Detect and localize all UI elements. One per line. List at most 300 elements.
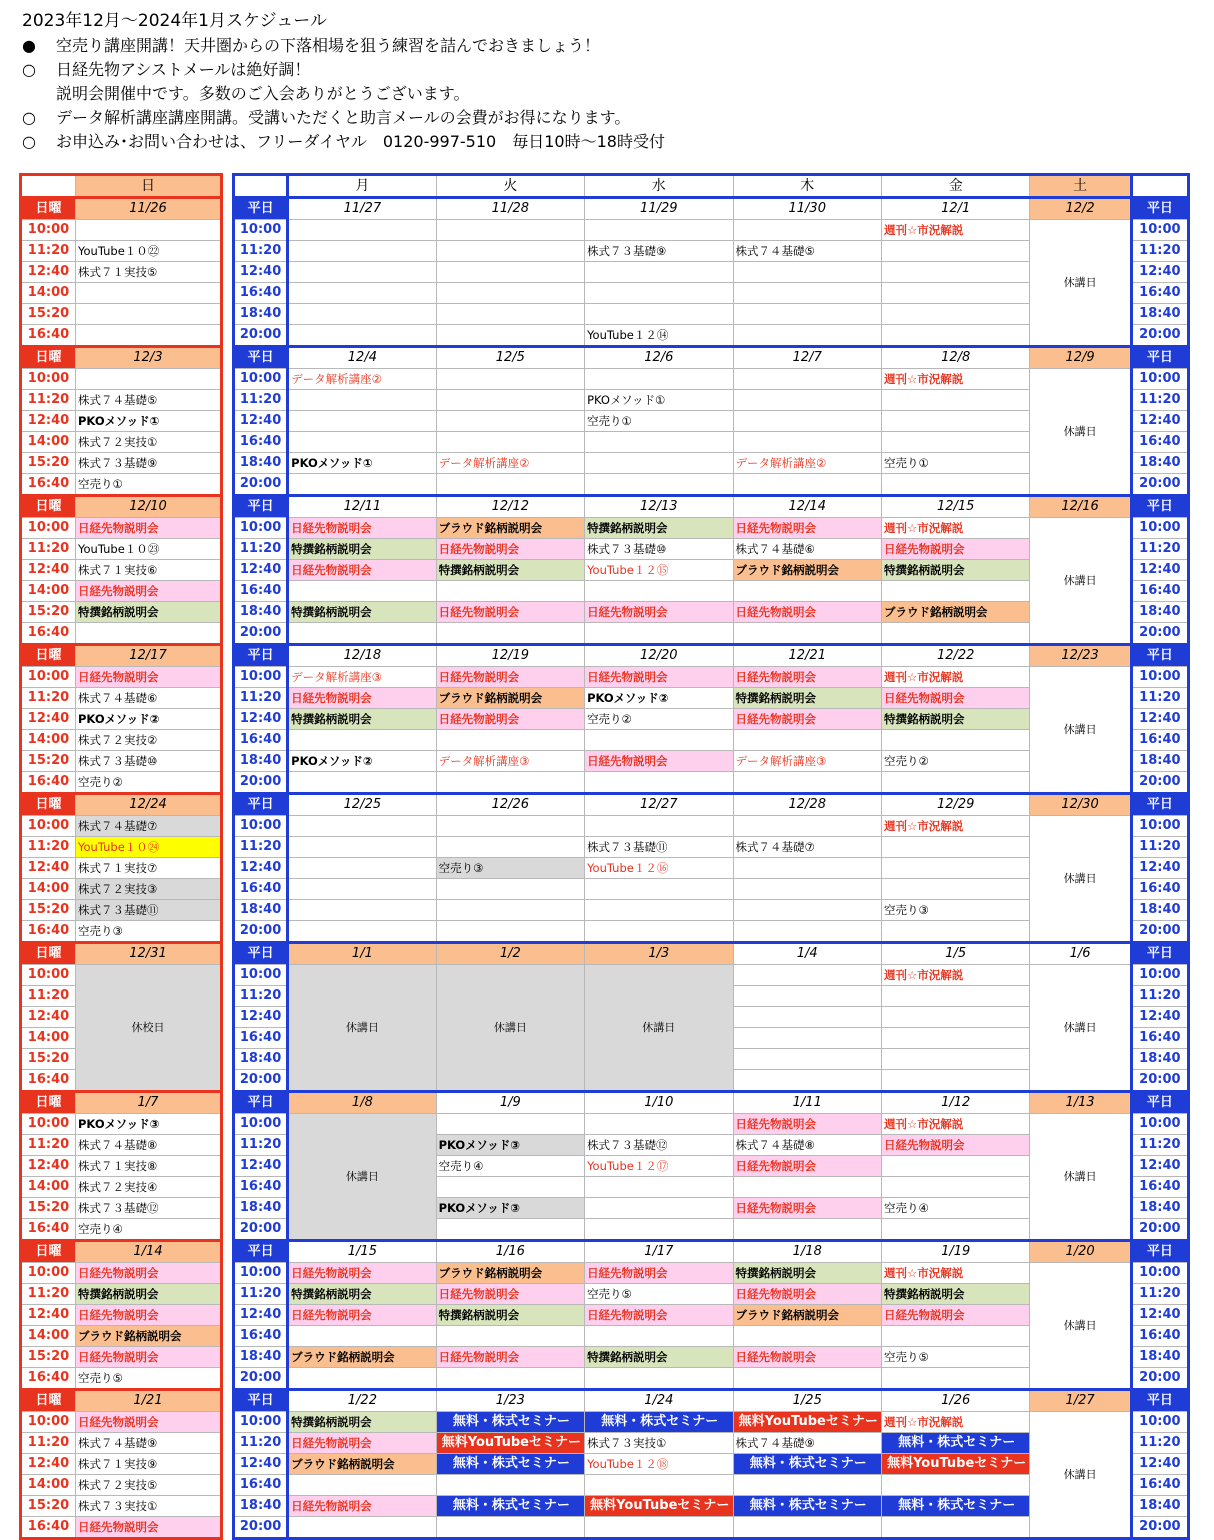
date-cell: 12/25 xyxy=(288,794,436,816)
date-cell: 1/10 xyxy=(585,1092,733,1114)
event-cell xyxy=(733,432,881,453)
event-cell xyxy=(436,220,584,241)
date-cell: 1/26 xyxy=(881,1390,1029,1412)
weekday-label: 平日 xyxy=(234,496,288,518)
event-cell: YouTube１０㉒ xyxy=(76,241,222,262)
event-cell xyxy=(881,304,1029,325)
event-cell: 空売り② xyxy=(585,709,733,730)
event-cell xyxy=(733,1517,881,1539)
time-cell: 16:40 xyxy=(234,581,288,602)
closed-cell: 休講日 xyxy=(585,965,733,1092)
event-cell: 日経先物説明会 xyxy=(881,688,1029,709)
saturday-closed-cell: 休講日 xyxy=(1030,1114,1131,1241)
event-cell: ブラウド銘柄説明会 xyxy=(881,602,1029,623)
day-header: 火 xyxy=(436,175,584,198)
event-cell xyxy=(436,921,584,943)
event-cell xyxy=(733,730,881,751)
time-cell: 10:00 xyxy=(21,816,76,837)
event-cell xyxy=(585,623,733,645)
weekday-label: 平日 xyxy=(234,347,288,369)
event-cell: 株式７２実技③ xyxy=(76,879,222,900)
event-cell: 無料・株式セミナー xyxy=(585,1412,733,1433)
time-cell: 12:40 xyxy=(21,1454,76,1475)
event-cell: 日経先物説明会 xyxy=(288,518,436,539)
event-cell xyxy=(288,220,436,241)
corner-cell xyxy=(21,175,76,198)
event-cell xyxy=(733,1475,881,1496)
event-cell: ブラウド銘柄説明会 xyxy=(436,1263,584,1284)
event-cell xyxy=(436,1177,584,1198)
date-cell: 12/11 xyxy=(288,496,436,518)
event-cell: 無料・株式セミナー xyxy=(436,1412,584,1433)
event-cell xyxy=(585,453,733,474)
event-cell: 特撰銘柄説明会 xyxy=(881,709,1029,730)
event-cell: 日経先物説明会 xyxy=(733,1114,881,1135)
time-cell: 18:40 xyxy=(1131,1049,1188,1070)
event-cell xyxy=(733,1028,881,1049)
event-cell xyxy=(436,581,584,602)
event-cell: データ解析講座② xyxy=(733,453,881,474)
event-cell: YouTube１２⑯ xyxy=(585,858,733,879)
sunday-label: 日曜 xyxy=(21,1241,76,1263)
day-header: 金 xyxy=(881,175,1029,198)
time-cell: 20:00 xyxy=(1131,474,1188,496)
time-cell: 10:00 xyxy=(234,220,288,241)
date-cell: 12/5 xyxy=(436,347,584,369)
date-cell: 1/2 xyxy=(436,943,584,965)
time-cell: 12:40 xyxy=(1131,1305,1188,1326)
time-cell: 14:00 xyxy=(21,1028,76,1049)
weekday-label: 平日 xyxy=(234,198,288,220)
time-cell: 10:00 xyxy=(21,667,76,688)
event-cell: 日経先物説明会 xyxy=(585,751,733,772)
time-cell: 16:40 xyxy=(234,1177,288,1198)
time-cell: 11:20 xyxy=(1131,1284,1188,1305)
event-cell: 日経先物説明会 xyxy=(288,560,436,581)
event-cell: 株式７１実技⑥ xyxy=(76,560,222,581)
event-cell: 特撰銘柄説明会 xyxy=(733,688,881,709)
event-cell: PKOメソッド② xyxy=(76,709,222,730)
event-cell xyxy=(733,816,881,837)
event-cell xyxy=(288,304,436,325)
event-cell: PKOメソッド③ xyxy=(436,1135,584,1156)
weekday-label: 平日 xyxy=(1131,496,1188,518)
notice-list xyxy=(22,34,1202,154)
day-header: 水 xyxy=(585,175,733,198)
time-cell: 11:20 xyxy=(234,390,288,411)
time-cell: 15:20 xyxy=(21,1198,76,1219)
event-cell xyxy=(436,390,584,411)
date-cell: 1/3 xyxy=(585,943,733,965)
event-cell: データ解析講座③ xyxy=(288,667,436,688)
time-cell: 11:20 xyxy=(1131,688,1188,709)
time-cell: 20:00 xyxy=(234,1517,288,1539)
event-cell xyxy=(733,623,881,645)
date-cell: 12/16 xyxy=(1030,496,1131,518)
event-cell: 日経先物説明会 xyxy=(76,1517,222,1539)
time-cell: 11:20 xyxy=(234,837,288,858)
date-cell: 1/4 xyxy=(733,943,881,965)
time-cell: 16:40 xyxy=(21,474,76,496)
event-cell xyxy=(585,730,733,751)
sunday-date: 12/24 xyxy=(76,794,222,816)
date-cell: 1/17 xyxy=(585,1241,733,1263)
event-cell: 無料YouTubeセミナー xyxy=(585,1496,733,1517)
time-cell: 12:40 xyxy=(21,411,76,432)
event-cell: 空売り② xyxy=(881,751,1029,772)
event-cell xyxy=(585,220,733,241)
date-cell: 12/26 xyxy=(436,794,584,816)
event-cell xyxy=(881,581,1029,602)
time-cell: 12:40 xyxy=(234,262,288,283)
event-cell: 日経先物説明会 xyxy=(733,1284,881,1305)
event-cell xyxy=(733,965,881,986)
notice-text: 日経先物アシストメールは絶好調！ xyxy=(56,60,311,79)
event-cell: 日経先物説明会 xyxy=(733,709,881,730)
event-cell xyxy=(881,474,1029,496)
event-cell: ブラウド銘柄説明会 xyxy=(288,1347,436,1368)
time-cell: 12:40 xyxy=(21,560,76,581)
time-cell: 16:40 xyxy=(1131,581,1188,602)
event-cell xyxy=(585,369,733,390)
sunday-date: 12/3 xyxy=(76,347,222,369)
event-cell xyxy=(881,1028,1029,1049)
event-cell: 株式７４基礎⑥ xyxy=(733,539,881,560)
event-cell xyxy=(881,879,1029,900)
event-cell xyxy=(881,390,1029,411)
event-cell: 週刊☆市況解説 xyxy=(881,965,1029,986)
time-cell: 18:40 xyxy=(234,1347,288,1368)
event-cell: 無料・株式セミナー xyxy=(733,1496,881,1517)
event-cell xyxy=(733,879,881,900)
event-cell xyxy=(881,411,1029,432)
event-cell xyxy=(733,1219,881,1241)
event-cell xyxy=(288,390,436,411)
event-cell xyxy=(881,1049,1029,1070)
event-cell: 日経先物説明会 xyxy=(76,1347,222,1368)
time-cell: 10:00 xyxy=(21,965,76,986)
event-cell: 無料・株式セミナー xyxy=(881,1433,1029,1454)
date-cell: 12/6 xyxy=(585,347,733,369)
time-cell: 11:20 xyxy=(234,1284,288,1305)
sunday-label: 日曜 xyxy=(21,943,76,965)
date-cell: 1/15 xyxy=(288,1241,436,1263)
event-cell: 株式７３基礎⑨ xyxy=(585,241,733,262)
event-cell: 日経先物説明会 xyxy=(436,1284,584,1305)
event-cell: 週刊☆市況解説 xyxy=(881,816,1029,837)
time-cell: 18:40 xyxy=(234,1198,288,1219)
time-cell: 12:40 xyxy=(1131,858,1188,879)
date-cell: 1/27 xyxy=(1030,1390,1131,1412)
date-cell: 11/29 xyxy=(585,198,733,220)
time-cell: 10:00 xyxy=(234,369,288,390)
time-cell: 20:00 xyxy=(1131,1517,1188,1539)
event-cell xyxy=(585,304,733,325)
time-cell: 16:40 xyxy=(234,879,288,900)
event-cell: 無料YouTubeセミナー xyxy=(733,1412,881,1433)
event-cell: 週刊☆市況解説 xyxy=(881,369,1029,390)
sunday-label: 日曜 xyxy=(21,1390,76,1412)
event-cell: 特撰銘柄説明会 xyxy=(288,602,436,623)
weekday-label: 平日 xyxy=(1131,1390,1188,1412)
event-cell xyxy=(288,921,436,943)
event-cell: 空売り⑤ xyxy=(881,1347,1029,1368)
event-cell: 株式７１実技⑦ xyxy=(76,858,222,879)
event-cell xyxy=(585,1517,733,1539)
event-cell: 空売り③ xyxy=(436,858,584,879)
time-cell: 20:00 xyxy=(1131,325,1188,347)
date-cell: 12/22 xyxy=(881,645,1029,667)
date-cell: 12/23 xyxy=(1030,645,1131,667)
time-cell: 10:00 xyxy=(234,518,288,539)
event-cell xyxy=(436,1517,584,1539)
time-cell: 10:00 xyxy=(1131,369,1188,390)
time-cell: 10:00 xyxy=(1131,816,1188,837)
time-cell: 20:00 xyxy=(1131,1070,1188,1092)
event-cell: 日経先物説明会 xyxy=(881,539,1029,560)
time-cell: 20:00 xyxy=(234,623,288,645)
time-cell: 16:40 xyxy=(234,730,288,751)
time-cell: 12:40 xyxy=(1131,560,1188,581)
event-cell: YouTube１２⑮ xyxy=(585,560,733,581)
event-cell xyxy=(288,325,436,347)
time-cell: 20:00 xyxy=(1131,772,1188,794)
time-cell: 16:40 xyxy=(21,325,76,347)
event-cell: 特撰銘柄説明会 xyxy=(881,560,1029,581)
date-cell: 12/29 xyxy=(881,794,1029,816)
time-cell: 14:00 xyxy=(21,730,76,751)
event-cell xyxy=(288,581,436,602)
time-cell: 16:40 xyxy=(234,283,288,304)
event-cell xyxy=(436,1219,584,1241)
event-cell xyxy=(585,772,733,794)
event-cell: 特撰銘柄説明会 xyxy=(436,1305,584,1326)
event-cell xyxy=(288,262,436,283)
event-cell: 空売り⑤ xyxy=(585,1284,733,1305)
event-cell: 株式７１実技⑨ xyxy=(76,1454,222,1475)
event-cell xyxy=(733,1070,881,1092)
event-cell xyxy=(288,1517,436,1539)
time-cell: 20:00 xyxy=(1131,1219,1188,1241)
weekday-label: 平日 xyxy=(234,1092,288,1114)
time-cell: 12:40 xyxy=(234,560,288,581)
time-cell: 16:40 xyxy=(234,1028,288,1049)
time-cell: 10:00 xyxy=(1131,518,1188,539)
time-cell: 15:20 xyxy=(21,304,76,325)
weekday-label: 平日 xyxy=(1131,794,1188,816)
weekday-label: 平日 xyxy=(1131,943,1188,965)
event-cell: 日経先物説明会 xyxy=(733,1347,881,1368)
time-cell: 16:40 xyxy=(1131,1177,1188,1198)
bullet-icon: ○ xyxy=(22,60,36,79)
event-cell: 特撰銘柄説明会 xyxy=(76,602,222,623)
event-cell xyxy=(288,432,436,453)
event-cell: 無料YouTubeセミナー xyxy=(436,1433,584,1454)
event-cell xyxy=(288,1368,436,1390)
event-cell xyxy=(881,1219,1029,1241)
date-cell: 1/16 xyxy=(436,1241,584,1263)
event-cell xyxy=(436,411,584,432)
event-cell xyxy=(436,369,584,390)
date-cell: 1/20 xyxy=(1030,1241,1131,1263)
sunday-label: 日曜 xyxy=(21,496,76,518)
saturday-closed-cell: 休講日 xyxy=(1030,1412,1131,1539)
event-cell: 日経先物説明会 xyxy=(76,1412,222,1433)
event-cell: 日経先物説明会 xyxy=(733,1198,881,1219)
event-cell xyxy=(76,325,222,347)
event-cell xyxy=(881,772,1029,794)
event-cell xyxy=(436,1368,584,1390)
sunday-schedule-table xyxy=(19,173,223,1540)
event-cell xyxy=(585,283,733,304)
event-cell xyxy=(881,325,1029,347)
event-cell xyxy=(733,474,881,496)
weekday-label: 平日 xyxy=(1131,1092,1188,1114)
time-cell: 18:40 xyxy=(1131,751,1188,772)
time-cell: 16:40 xyxy=(1131,879,1188,900)
time-cell: 10:00 xyxy=(21,1263,76,1284)
notice-text: お申込み･お問い合わせは、フリーダイヤル 0120-997-510 毎日10時～18時受付 xyxy=(56,132,665,151)
event-cell xyxy=(585,1326,733,1347)
time-cell: 10:00 xyxy=(21,220,76,241)
date-cell: 1/25 xyxy=(733,1390,881,1412)
event-cell: ブラウド銘柄説明会 xyxy=(436,518,584,539)
time-cell: 15:20 xyxy=(21,900,76,921)
saturday-closed-cell: 休講日 xyxy=(1030,518,1131,645)
event-cell: PKOメソッド① xyxy=(76,411,222,432)
event-cell xyxy=(436,304,584,325)
date-cell: 1/11 xyxy=(733,1092,881,1114)
event-cell xyxy=(733,283,881,304)
event-cell: 日経先物説明会 xyxy=(585,602,733,623)
event-cell: 無料・株式セミナー xyxy=(436,1454,584,1475)
time-cell: 12:40 xyxy=(21,1305,76,1326)
time-cell: 20:00 xyxy=(234,1368,288,1390)
event-cell: 無料・株式セミナー xyxy=(733,1454,881,1475)
event-cell: 日経先物説明会 xyxy=(436,1347,584,1368)
corner-cell xyxy=(1131,175,1188,198)
event-cell xyxy=(881,1156,1029,1177)
event-cell: 特撰銘柄説明会 xyxy=(288,539,436,560)
event-cell xyxy=(733,772,881,794)
event-cell xyxy=(733,900,881,921)
time-cell: 10:00 xyxy=(1131,667,1188,688)
event-cell: データ解析講座③ xyxy=(733,751,881,772)
time-cell: 18:40 xyxy=(1131,453,1188,474)
date-cell: 1/6 xyxy=(1030,943,1131,965)
time-cell: 16:40 xyxy=(21,1368,76,1390)
time-cell: 12:40 xyxy=(234,1007,288,1028)
date-cell: 12/20 xyxy=(585,645,733,667)
event-cell: 空売り① xyxy=(76,474,222,496)
event-cell: 日経先物説明会 xyxy=(436,602,584,623)
notice-item xyxy=(22,58,1202,82)
event-cell xyxy=(733,1007,881,1028)
event-cell: 無料・株式セミナー xyxy=(436,1496,584,1517)
event-cell xyxy=(881,986,1029,1007)
event-cell: 株式７３基礎⑪ xyxy=(76,900,222,921)
event-cell: 無料YouTubeセミナー xyxy=(881,1454,1029,1475)
date-cell: 1/12 xyxy=(881,1092,1029,1114)
event-cell: 空売り④ xyxy=(436,1156,584,1177)
time-cell: 12:40 xyxy=(234,858,288,879)
event-cell xyxy=(733,262,881,283)
event-cell: 日経先物説明会 xyxy=(76,667,222,688)
event-cell: 日経先物説明会 xyxy=(733,1156,881,1177)
time-cell: 12:40 xyxy=(21,1156,76,1177)
event-cell: 特撰銘柄説明会 xyxy=(585,1347,733,1368)
event-cell: 特撰銘柄説明会 xyxy=(585,518,733,539)
corner-cell xyxy=(234,175,288,198)
time-cell: 12:40 xyxy=(1131,1454,1188,1475)
event-cell xyxy=(76,283,222,304)
weekday-label: 平日 xyxy=(1131,347,1188,369)
event-cell: 特撰銘柄説明会 xyxy=(76,1284,222,1305)
time-cell: 12:40 xyxy=(234,1156,288,1177)
event-cell: 日経先物説明会 xyxy=(733,602,881,623)
time-cell: 11:20 xyxy=(1131,539,1188,560)
event-cell: 日経先物説明会 xyxy=(585,1263,733,1284)
time-cell: 14:00 xyxy=(21,432,76,453)
event-cell: 日経先物説明会 xyxy=(76,518,222,539)
sunday-date: 12/31 xyxy=(76,943,222,965)
date-cell: 12/14 xyxy=(733,496,881,518)
time-cell: 18:40 xyxy=(234,453,288,474)
event-cell xyxy=(288,283,436,304)
time-cell: 12:40 xyxy=(1131,411,1188,432)
time-cell: 12:40 xyxy=(234,709,288,730)
event-cell xyxy=(881,1368,1029,1390)
event-cell: 株式７４基礎⑦ xyxy=(76,816,222,837)
event-cell: PKOメソッド① xyxy=(585,390,733,411)
event-cell: 株式７３基礎⑫ xyxy=(76,1198,222,1219)
event-cell: 株式７４基礎⑧ xyxy=(76,1135,222,1156)
date-cell: 12/7 xyxy=(733,347,881,369)
event-cell xyxy=(288,772,436,794)
event-cell: ブラウド銘柄説明会 xyxy=(733,1305,881,1326)
time-cell: 10:00 xyxy=(234,667,288,688)
event-cell xyxy=(733,411,881,432)
event-cell: 日経先物説明会 xyxy=(585,1305,733,1326)
closed-cell: 休講日 xyxy=(288,965,436,1092)
date-cell: 11/30 xyxy=(733,198,881,220)
event-cell xyxy=(288,241,436,262)
time-cell: 11:20 xyxy=(234,986,288,1007)
date-cell: 12/19 xyxy=(436,645,584,667)
header xyxy=(22,8,1202,154)
time-cell: 14:00 xyxy=(21,1326,76,1347)
date-cell: 1/1 xyxy=(288,943,436,965)
event-cell xyxy=(76,304,222,325)
time-cell: 12:40 xyxy=(1131,709,1188,730)
time-cell: 11:20 xyxy=(1131,1433,1188,1454)
event-cell xyxy=(76,623,222,645)
time-cell: 18:40 xyxy=(234,751,288,772)
time-cell: 11:20 xyxy=(1131,837,1188,858)
time-cell: 11:20 xyxy=(234,688,288,709)
time-cell: 12:40 xyxy=(21,1007,76,1028)
saturday-closed-cell: 休講日 xyxy=(1030,667,1131,794)
event-cell xyxy=(733,921,881,943)
time-cell: 18:40 xyxy=(1131,1496,1188,1517)
time-cell: 20:00 xyxy=(1131,921,1188,943)
event-cell xyxy=(436,1326,584,1347)
date-cell: 11/28 xyxy=(436,198,584,220)
time-cell: 10:00 xyxy=(21,1412,76,1433)
event-cell xyxy=(436,837,584,858)
event-cell xyxy=(881,1007,1029,1028)
notice-item xyxy=(22,130,1202,154)
